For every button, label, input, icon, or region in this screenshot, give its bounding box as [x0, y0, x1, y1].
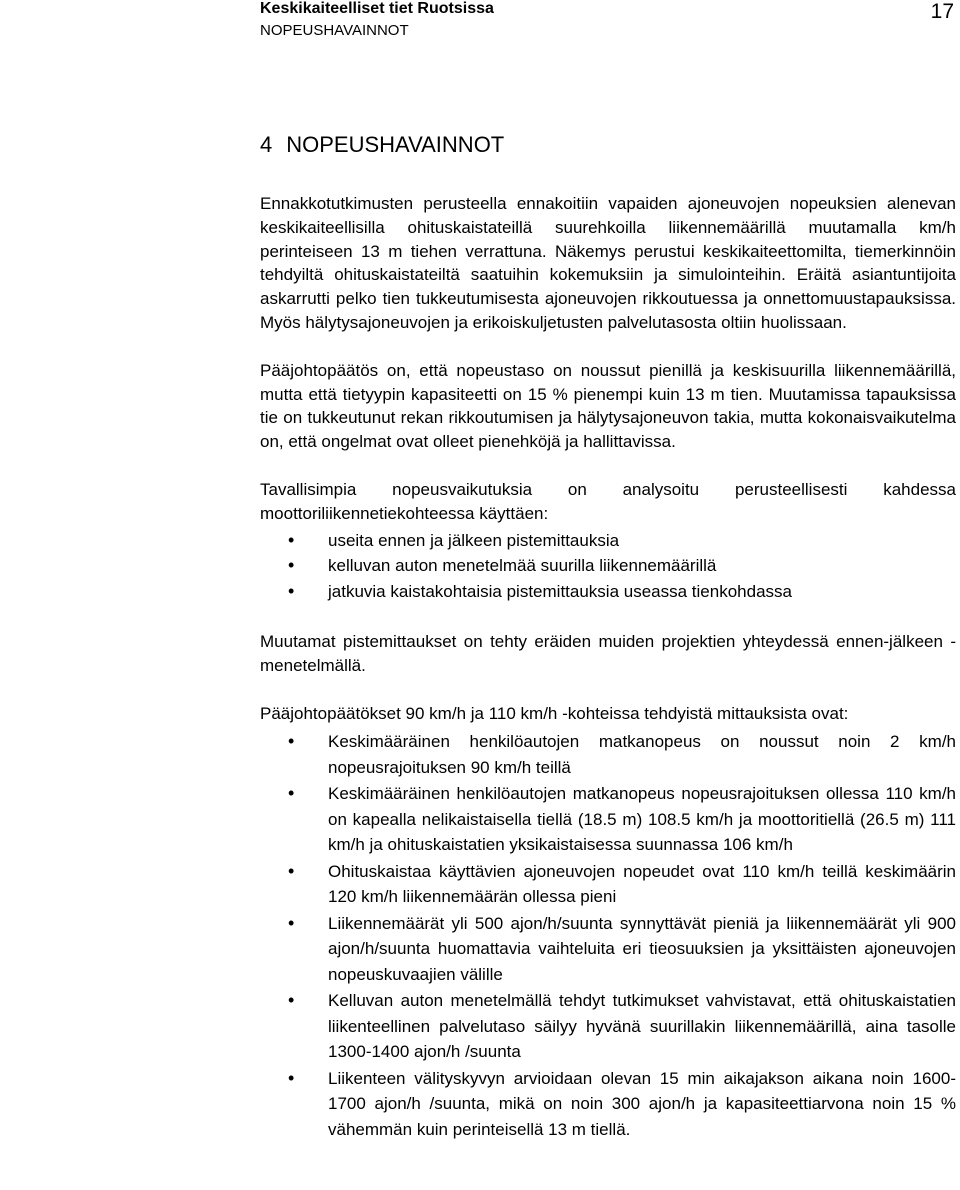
paragraph-2: Pääjohtopäätös on, että nopeustaso on noussut pienillä ja keskisuurilla liikennemäärillä, mutta että tietyypin kapasiteetti on 15 % pienempi kuin 13 m tien. Muutamissa tapauksissa tie on tukkeutunut rekan rikkoutumisen ja hälytysajoneuvon takia, mutta kokonaisvaikutelma on, että ongelmat ovat olleet pienehköjä ja hallittavissa.: [260, 360, 956, 452]
paragraph-1: Ennakkotutkimusten perusteella ennakoitiin vapaiden ajoneuvojen nopeuksien alenevan keskikaiteellisilla ohituskaistateillä suurehkoilla liikennemäärillä muutamalla km/h perinteiseen 13 m tiehen verrattuna. Näkemys perustui keskikaiteettomilta, tiemerkinnöin tehdyiltä ohituskaistateiltä saatuihin kokemuksiin ja simulointeihin. Eräitä asiantuntijoita askarrutti pelko tien tukkeutumisesta ajoneuvojen rikkoutuessa ja onnettomuustapauksissa. Myös hälytysajoneuvojen ja erikoiskuljetusten palvelutasosta oltiin huolissaan.: [260, 194, 956, 332]
list-item: • Kelluvan auton menetelmällä tehdyt tutkimukset vahvistavat, että ohituskaistatien liikenteellinen palvelutaso säilyy hyvänä suurillakin liikennemäärillä, aina tasolle 1300-1400 ajon/h /suunta: [260, 988, 956, 1065]
page-body: [260, 132, 956, 1166]
list-item: • Ohituskaistaa käyttävien ajoneuvojen nopeudet ovat 110 km/h teillä keskimäärin 120 km/h liikennemäärän ollessa pieni: [260, 859, 956, 910]
paragraph-4: Muutamat pistemittaukset on tehty eräiden muiden projektien yhteydessä ennen-jälkeen -menetelmällä.: [260, 632, 956, 675]
running-header-subtitle: NOPEUSHAVAINNOT: [260, 22, 409, 39]
section-number: 4: [260, 132, 273, 157]
section-title: NOPEUSHAVAINNOT: [286, 132, 505, 157]
list-item: • useita ennen ja jälkeen pistemittauksia: [260, 528, 956, 554]
section-heading: [260, 132, 956, 158]
list-item: • jatkuvia kaistakohtaisia pistemittauksia useassa tienkohdassa: [260, 579, 956, 605]
list-item: • Liikennemäärät yli 500 ajon/h/suunta synnyttävät pieniä ja liikennemäärät yli 900 ajon/h/suunta huomattavia vaihteluita eri tieosuuksien ja yksittäisten ajoneuvojen nopeuskuvaajien välille: [260, 911, 956, 988]
conclusion-list: [260, 729, 956, 1142]
list-item: • Keskimääräinen henkilöautojen matkanopeus on noussut noin 2 km/h nopeusrajoituksen 90 km/h teillä: [260, 729, 956, 780]
paragraph-3: Tavallisimpia nopeusvaikutuksia on analysoitu perusteellisesti kahdessa moottoriliikennetiekohteessa käyttäen:: [260, 479, 956, 523]
page-number: 17: [930, 0, 954, 23]
method-list: [260, 528, 956, 605]
list-item: • kelluvan auton menetelmää suurilla liikennemäärillä: [260, 553, 956, 579]
list-item: • Keskimääräinen henkilöautojen matkanopeus nopeusrajoituksen ollessa 110 km/h on kapealla nelikaistaisella tiellä (18.5 m) 108.5 km/h ja moottoritiellä (26.5 m) 111 km/h ja ohituskaistatien yksikaistaisessa suunnassa 106 km/h: [260, 781, 956, 858]
list-item: • Liikenteen välityskyvyn arvioidaan olevan 15 min aikajakson aikana noin 1600-1700 ajon/h /suunta, mikä on noin 300 ajon/h ja kapasiteettiarvona noin 15 % vähemmän kuin perinteisellä 13 m tiellä.: [260, 1066, 956, 1143]
running-header-title: Keskikaiteelliset tiet Ruotsissa: [260, 0, 494, 17]
paragraph-5: Pääjohtopäätökset 90 km/h ja 110 km/h -kohteissa tehdyistä mittauksista ovat:: [260, 703, 849, 723]
